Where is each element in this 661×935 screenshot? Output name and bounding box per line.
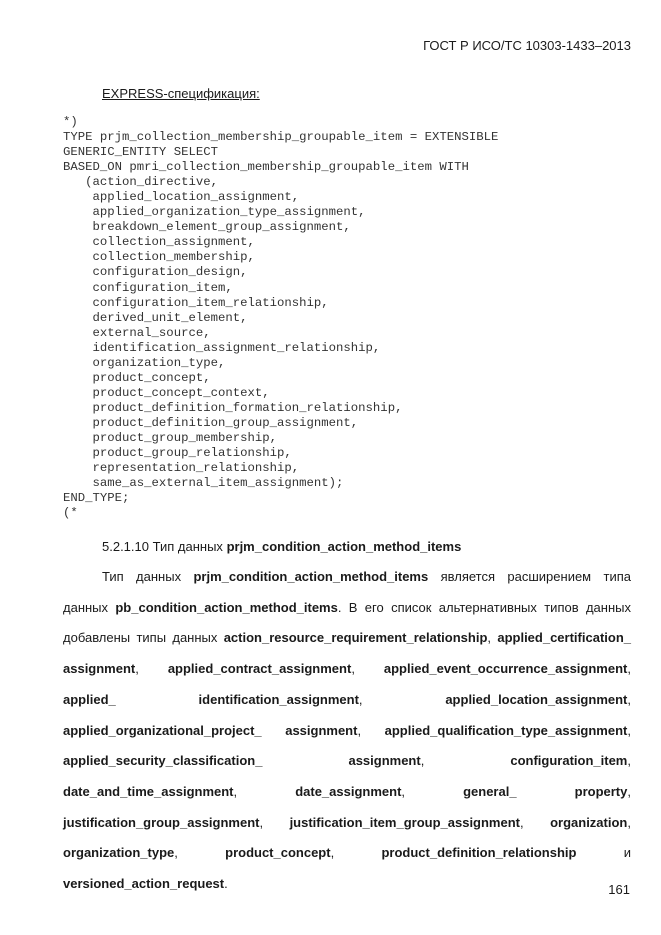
type-item: applied_ identification_assignment: [63, 691, 359, 707]
paragraph-text-2: является расширением типа данных: [63, 569, 631, 615]
paragraph-text-1: Тип данных: [102, 569, 194, 584]
type-item: justification_item_group_assignment: [289, 814, 520, 830]
document-header: ГОСТ Р ИСО/ТС 10303-1433–2013: [423, 38, 631, 53]
type-item: general_ property: [463, 783, 628, 799]
section-type-name: prjm_condition_action_method_items: [226, 539, 462, 554]
paragraph-base-type: pb_condition_action_method_items: [115, 599, 338, 615]
type-item: organization_type: [63, 845, 175, 861]
paragraph-conjunction: и: [576, 845, 631, 861]
type-item: date_and_time_assignment: [63, 783, 234, 799]
type-item: justification_group_assignment: [63, 814, 260, 830]
type-item: action_resource_requirement_relationship: [223, 630, 488, 646]
section-heading: [102, 539, 461, 554]
express-spec-title: EXPRESS-спецификация:: [102, 86, 260, 101]
type-item: applied_event_occurrence_assignment: [383, 661, 628, 677]
type-item: product_concept: [225, 845, 331, 861]
express-code-block: *) TYPE prjm_collection_membership_groupable_item = EXTENSIBLE GENERIC_ENTITY SELECT BASED_ON pmri_collection_membership_groupable_item WITH (action_directive, applied_location_assignment, applied_organization_type_assignment, breakdown_element_group_assignment, collection_assignment, collection_membership, configuration_design, configuration_item, configuration_item_relationship, derived_unit_element, external_source, identification_assignment_relationship, organization_type, product_concept, product_concept_context, product_definition_formation_relationship, product_definition_group_assignment, product_group_membership, product_group_relationship, representation_relationship, same_as_external_item_assignment); END_TYPE; (*: [63, 115, 499, 521]
body-paragraph: Тип данных prjm_condition_action_method_items является расширением типа данных pb_condition_action_method_items. В его список альтернативных типов данных добавлены типы данных action_resource_requirement_relationship, applied_certification_ assignment, applied_contract_assignment, applied_event_occurrence_assignment, applied_ identification_assignment, applied_location_assignment, applied_organizational_project_ assignment, applied_qualification_type_assignment, applied_security_classification_ assignment, configuration_item, date_and_time_assignment, date_assignment, general_ property, justification_group_assignment, justification_item_group_assignment, organization, organization_type, product_concept, product_definition_relationship и versioned_action_request.: [63, 569, 631, 892]
type-item: configuration_item: [510, 753, 628, 769]
section-number: 5.2.1.10: [102, 539, 149, 554]
type-item-last: versioned_action_request: [63, 876, 225, 892]
type-item: applied_location_assignment: [445, 691, 628, 707]
type-item: date_assignment: [295, 783, 402, 799]
paragraph-text-3: . В его список альтернативных типов данных добавлены типы данных: [63, 599, 631, 646]
paragraph-end: .: [224, 876, 228, 892]
type-item: organization: [550, 814, 628, 830]
paragraph-type-name: prjm_condition_action_method_items: [193, 569, 429, 584]
type-item: applied_certification_ assignment: [63, 630, 631, 677]
section-label: Тип данных: [152, 539, 223, 554]
type-item: applied_security_classification_ assignment: [63, 753, 421, 769]
type-item: applied_contract_assignment: [167, 661, 352, 677]
page-number: 161: [608, 882, 630, 897]
type-item: applied_organizational_project_ assignment: [63, 722, 358, 738]
type-item: applied_qualification_type_assignment: [384, 722, 628, 738]
type-item: product_definition_relationship: [381, 845, 577, 861]
